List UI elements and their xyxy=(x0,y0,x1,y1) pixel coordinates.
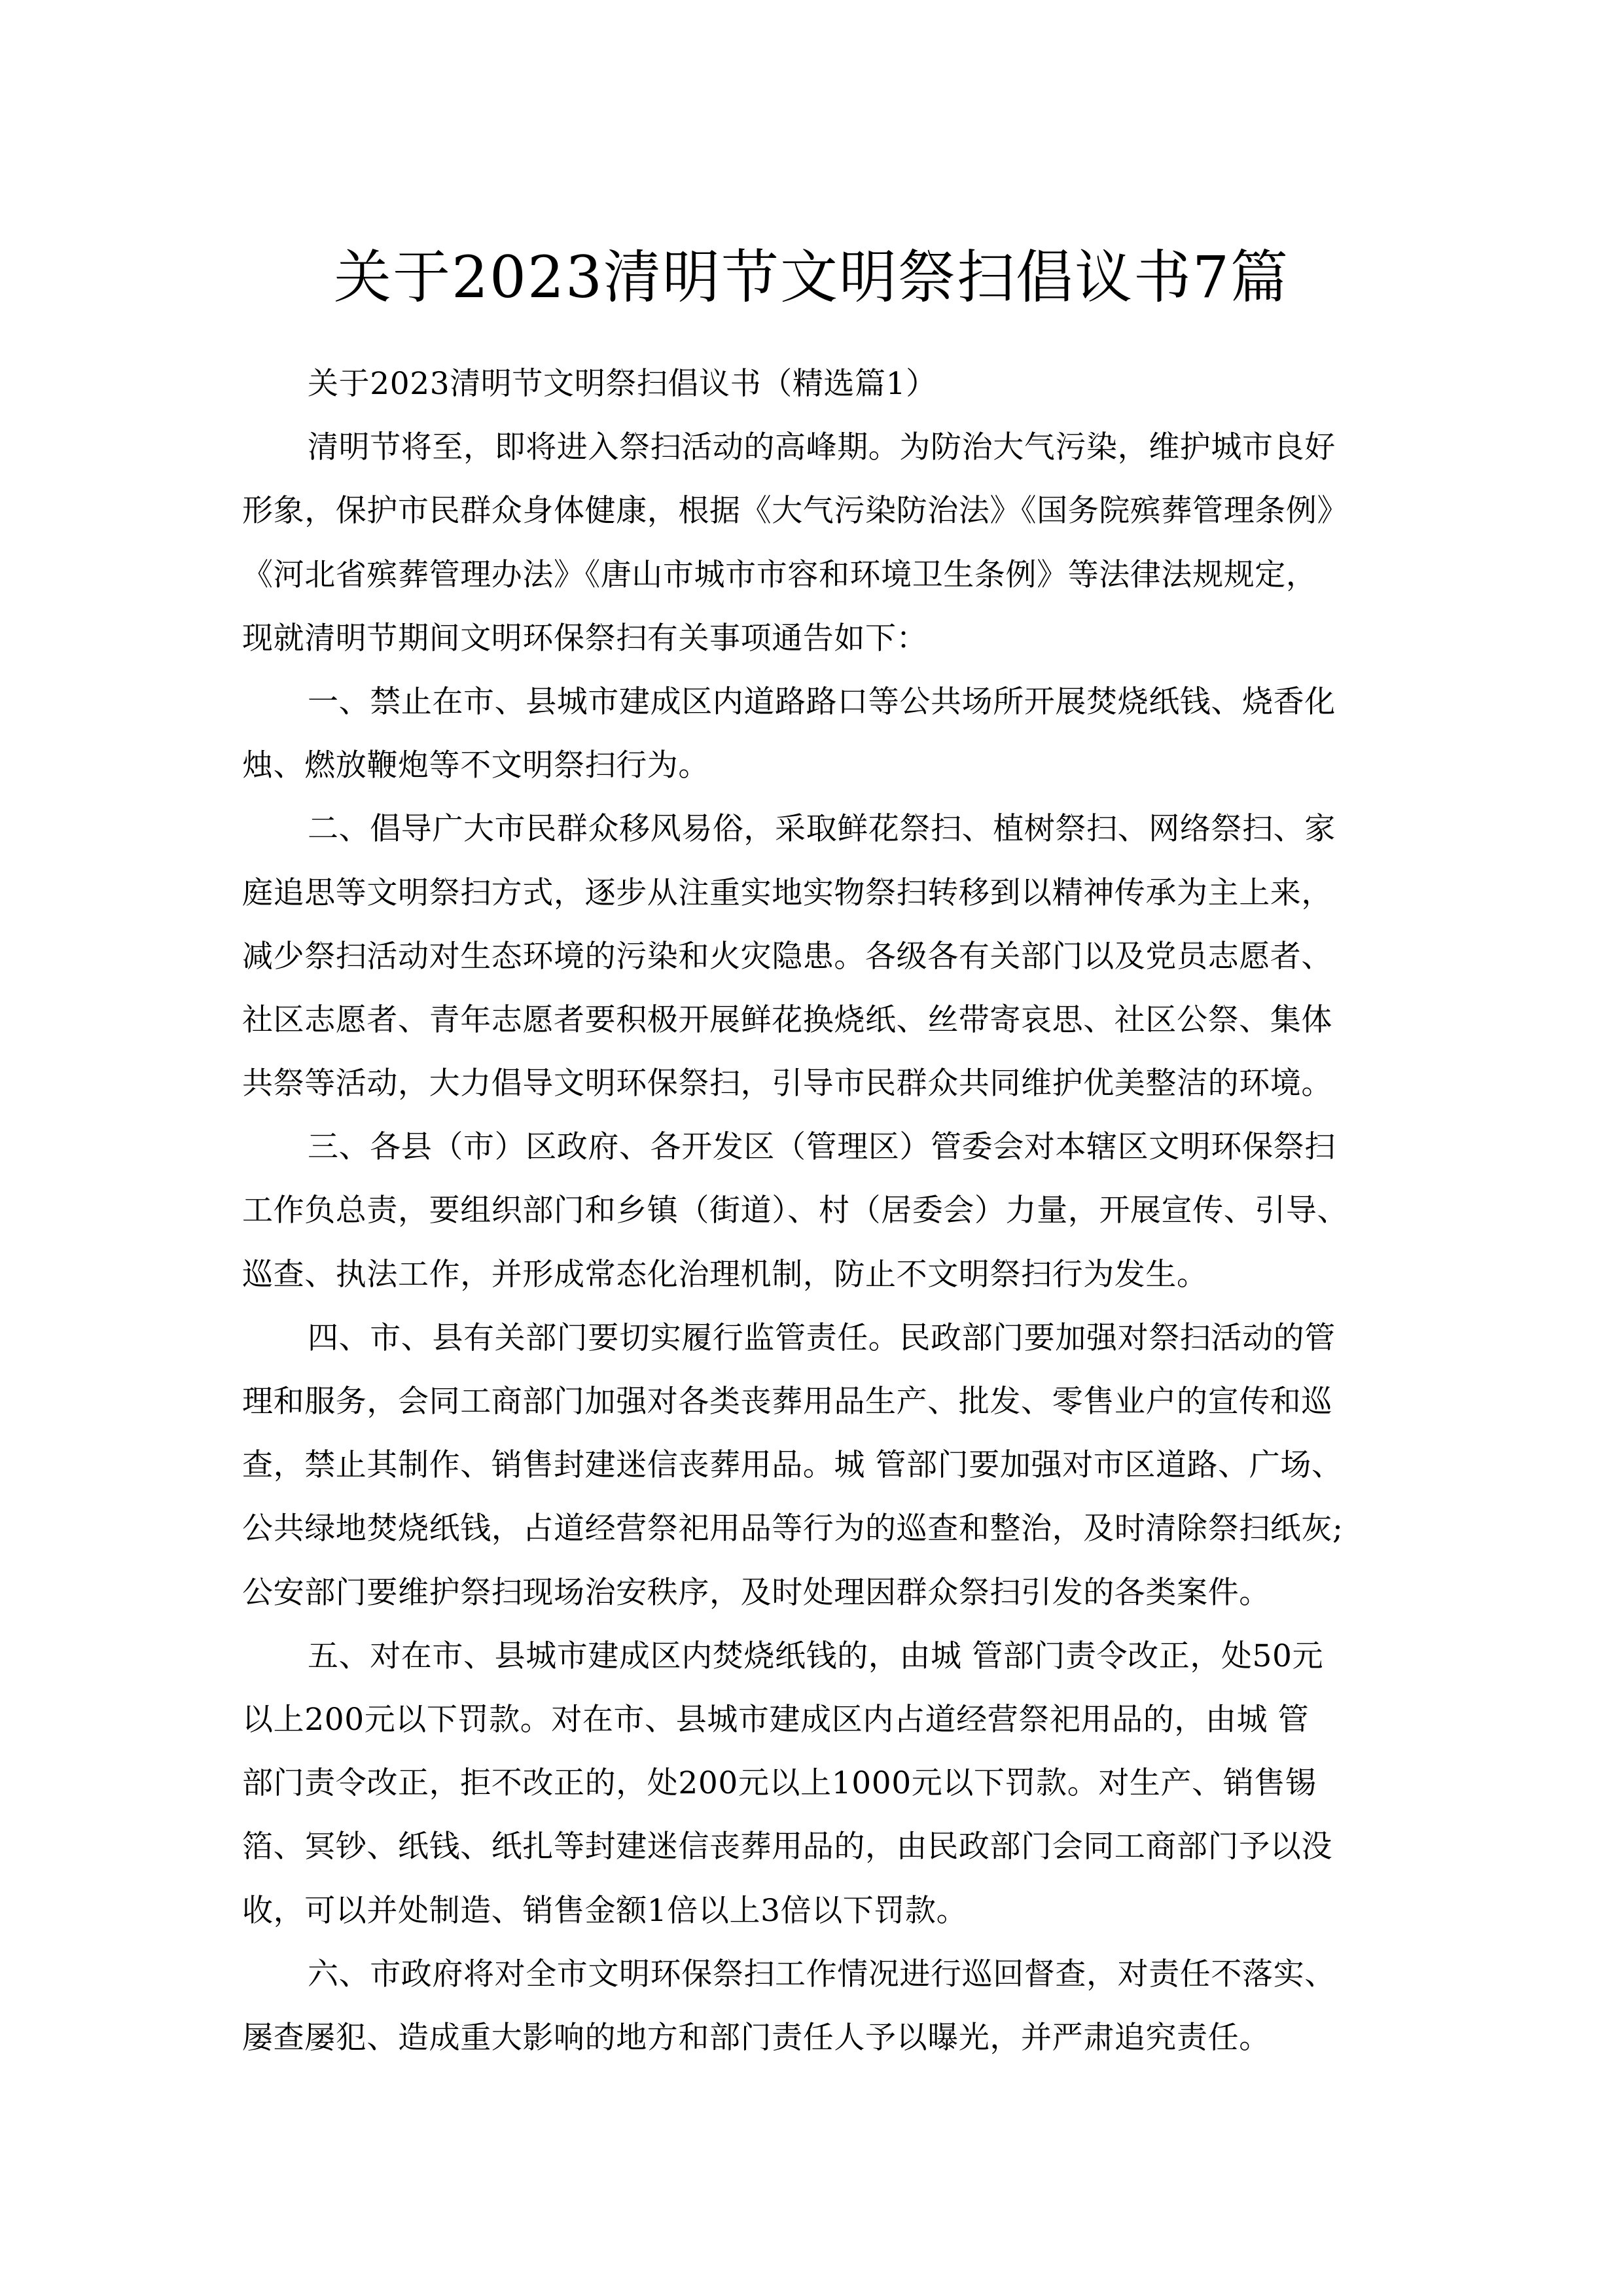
paragraph-line: 公共绿地焚烧纸钱，占道经营祭祀用品等行为的巡查和整治，及时清除祭扫纸灰; xyxy=(242,1511,1344,1547)
paragraph-item-2 xyxy=(242,797,1420,1115)
paragraph-item-4 xyxy=(242,1306,1420,1624)
paragraph-line: 部门责令改正，拒不改正的，处200元以上1000元以下罚款。对生产、销售锡 xyxy=(242,1765,1317,1802)
paragraph-line: 巡查、执法工作，并形成常态化治理机制，防止不文明祭扫行为发生。 xyxy=(242,1256,1208,1293)
paragraph-line: 屡查屡犯、造成重大影响的地方和部门责任人予以曝光，并严肃追究责任。 xyxy=(242,2019,1270,2056)
paragraph-line: 共祭等活动，大力倡导文明环保祭扫，引导市民群众共同维护优美整洁的环境。 xyxy=(242,1066,1332,1102)
paragraph-item-3 xyxy=(242,1115,1420,1306)
paragraph-line: 一、禁止在市、县城市建成区内道路路口等公共场所开展焚烧纸钱、烧香化 xyxy=(308,683,1336,720)
paragraph-line: 《河北省殡葬管理办法》《唐山市城市市容和环境卫生条例》等法律法规规定， xyxy=(242,556,1317,593)
paragraph-item-6 xyxy=(242,1943,1420,2070)
paragraph-line: 烛、燃放鞭炮等不文明祭扫行为。 xyxy=(242,747,709,784)
paragraph-line: 减少祭扫活动对生态环境的污染和火灾隐患。各级各有关部门以及党员志愿者、 xyxy=(242,938,1332,975)
document-title: 关于2023清明节文明祭扫倡议书7篇 xyxy=(334,243,1289,311)
paragraph-line: 工作负总责，要组织部门和乡镇（街道）、村（居委会）力量，开展宣传、引导、 xyxy=(242,1193,1349,1229)
paragraph-intro xyxy=(242,416,1420,670)
paragraph-line: 箔、冥钞、纸钱、纸扎等封建迷信丧葬用品的，由民政部门会同工商部门予以没 xyxy=(242,1829,1332,1865)
paragraph-line: 清明节将至，即将进入祭扫活动的高峰期。为防治大气污染，维护城市良好 xyxy=(308,429,1336,466)
paragraph-item-5 xyxy=(242,1624,1420,1943)
paragraph-line: 理和服务，会同工商部门加强对各类丧葬用品生产、批发、零售业户的宣传和巡 xyxy=(242,1384,1332,1420)
paragraph-line: 二、倡导广大市民群众移风易俗，采取鲜花祭扫、植树祭扫、网络祭扫、家 xyxy=(308,811,1336,848)
paragraph-line: 以上200元以下罚款。对在市、县城市建成区内占道经营祭祀用品的，由城 管 xyxy=(242,1701,1310,1738)
paragraph-line: 五、对在市、县城市建成区内焚烧纸钱的，由城 管部门责令改正，处50元 xyxy=(308,1638,1324,1674)
paragraph-line: 查，禁止其制作、销售封建迷信丧葬用品。城 管部门要加强对市区道路、广场、 xyxy=(242,1447,1343,1484)
document-body xyxy=(242,352,1420,2070)
paragraph-line: 形象，保护市民群众身体健康，根据《大气污染防治法》《国务院殡葬管理条例》 xyxy=(242,493,1349,529)
paragraph-line: 三、各县（市）区政府、各开发区（管理区）管委会对本辖区文明环保祭扫 xyxy=(308,1129,1336,1166)
paragraph-line: 六、市政府将对全市文明环保祭扫工作情况进行巡回督查，对责任不落实、 xyxy=(308,1956,1336,1992)
paragraph-line: 社区志愿者、青年志愿者要积极开展鲜花换烧纸、丝带寄哀思、社区公祭、集体 xyxy=(242,1001,1332,1038)
paragraph-item-1 xyxy=(242,670,1420,797)
paragraph-line: 收，可以并处制造、销售金额1倍以上3倍以下罚款。 xyxy=(242,1892,968,1929)
paragraph-line: 公安部门要维护祭扫现场治安秩序，及时处理因群众祭扫引发的各类案件。 xyxy=(242,1574,1270,1611)
paragraph-line: 现就清明节期间文明环保祭扫有关事项通告如下： xyxy=(242,620,928,656)
paragraph-line: 四、市、县有关部门要切实履行监管责任。民政部门要加强对祭扫活动的管 xyxy=(308,1319,1336,1356)
section-heading: 关于2023清明节文明祭扫倡议书（精选篇1） xyxy=(308,366,937,402)
paragraph-line: 庭追思等文明祭扫方式，逐步从注重实地实物祭扫转移到以精神传承为主上来， xyxy=(242,874,1332,911)
